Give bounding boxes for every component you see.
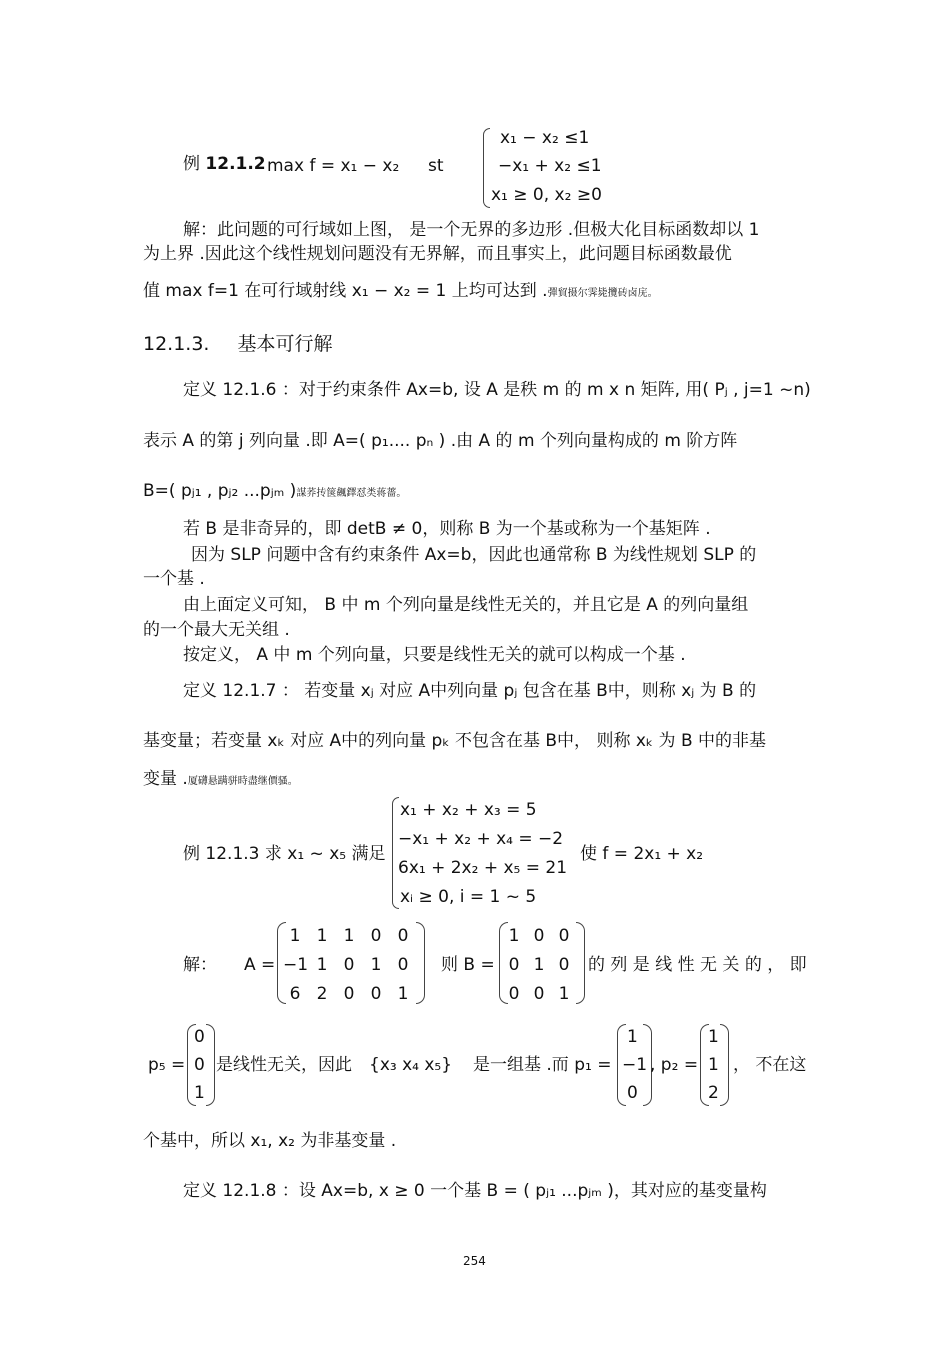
constraint-row: x₁ − x₂ ≤1: [500, 128, 590, 148]
garbled-watermark: 厦礴悬蹒骈時盡继價骚。: [187, 776, 298, 787]
matrix-b-row: [503, 926, 575, 946]
matrix-b-row: [503, 984, 575, 1004]
example-word: 例: [183, 154, 200, 174]
matrix-cell: 1: [316, 926, 328, 946]
matrix-cell: 0: [508, 955, 520, 975]
definition-line: 定义 12.1.8 ：设 Ax=b, x ≥ 0 一个基 B = ( pⱼ₁ ...pⱼₘ )，其对应的基变量构: [183, 1181, 767, 1201]
solution-text: 值 max f=1 在可行域射线 x₁ − x₂ = 1 上均可达到 .: [143, 281, 548, 301]
definition-line: 定义 12.1.6 ：对于约束条件 Ax=b, 设 A 是秩 m 的 m x n 矩阵, 用( Pⱼ , j=1 ~n): [183, 380, 811, 400]
system-row: xᵢ ≥ 0, i = 1 ~ 5: [400, 887, 537, 907]
solution-line: 解：此问题的可行域如上图， 是一个无界的多边形 .但极大化目标函数却以 1: [183, 220, 760, 240]
objective-function: 使 f = 2x₁ + x₂: [580, 844, 704, 864]
solution-text: 是线性无关，因此: [216, 1055, 352, 1075]
matrix-cell: 0: [558, 926, 570, 946]
p5-label: p₅ =: [148, 1055, 186, 1075]
paragraph: 按定义， A 中 m 个列向量，只要是线性无关的就可以构成一个基 .: [183, 645, 686, 665]
matrix-cell: 0: [343, 984, 355, 1004]
definition-line: 表示 A 的第 j 列向量 .即 A=( p₁.... pₙ ) .由 A 的 m 个列向量构成的 m 阶方阵: [143, 431, 738, 451]
paragraph: 因为 SLP 问题中含有约束条件 Ax=b，因此也通常称 B 为线性规划 SLP 的: [191, 545, 757, 565]
basis-set: {x₃ x₄ x₅}: [369, 1055, 453, 1075]
p2-cell: 1: [708, 1027, 719, 1047]
matrix-cell: 1: [533, 955, 545, 975]
matrix-b-row: [503, 955, 575, 975]
matrix-a-row: [283, 955, 415, 975]
p2-cell: 2: [708, 1083, 719, 1103]
p5-cell: 1: [194, 1083, 205, 1103]
matrix-cell: 0: [533, 984, 545, 1004]
matrix-a-row: [283, 926, 415, 946]
st-label: st: [428, 156, 444, 176]
p1-cell: −1: [622, 1055, 648, 1075]
constraint-row: −x₁ + x₂ ≤1: [498, 156, 602, 176]
definition-line: 定义 12.1.7 ： 若变量 xⱼ 对应 A中列向量 pⱼ 包含在基 B中，则称 xⱼ 为 B 的: [183, 681, 757, 701]
section-heading: [143, 333, 333, 356]
paragraph: 若 B 是非奇异的，即 detB ≠ 0，则称 B 为一个基或称为一个基矩阵 .: [183, 519, 711, 539]
solution-text: 的 列 是 线 性 无 关 的 ， 即: [588, 955, 807, 975]
p2-label: , p₂ =: [650, 1055, 699, 1075]
solution-line: 为上界 .因此这个线性规划问题没有无界解，而且事实上，此问题目标函数最优: [143, 244, 732, 264]
solution-label: 解：: [183, 955, 217, 975]
matrix-cell: 1: [370, 955, 382, 975]
section-title: 基本可行解: [237, 333, 333, 355]
definition-line: [143, 481, 406, 501]
definition-line: [143, 769, 298, 789]
example-label: 例 12.1.3 求 x₁ ~ x₅ 满足: [183, 844, 386, 864]
definition-line: 基变量；若变量 xₖ 对应 A中的列向量 pₖ 不包含在基 B中， 则称 xₖ 为 B 中的非基: [143, 731, 767, 751]
solution-line: [143, 281, 658, 301]
p5-cell: 0: [194, 1027, 205, 1047]
matrix-b-label: 则 B =: [441, 955, 495, 975]
matrix-a-label: A =: [244, 955, 276, 975]
p1-cell: 1: [627, 1027, 638, 1047]
matrix-cell: 1: [316, 955, 328, 975]
p2-right-paren: [720, 1024, 729, 1106]
paragraph: 的一个最大无关组 .: [143, 620, 290, 640]
constraint-brace: [483, 128, 490, 208]
solution-text: 个基中，所以 x₁, x₂ 为非基变量 .: [143, 1131, 397, 1151]
matrix-cell: 0: [558, 955, 570, 975]
section-number: 12.1.3.: [143, 333, 210, 355]
system-row: −x₁ + x₂ + x₄ = −2: [398, 829, 564, 849]
matrix-cell: 0: [533, 926, 545, 946]
system-brace: [392, 797, 399, 909]
matrix-a-right-paren: [416, 922, 425, 1004]
system-row: 6x₁ + 2x₂ + x₅ = 21: [398, 858, 568, 878]
example-label: [183, 154, 266, 174]
constraint-row: x₁ ≥ 0, x₂ ≥0: [491, 185, 602, 205]
matrix-cell: 0: [508, 984, 520, 1004]
matrix-a-row: [283, 984, 415, 1004]
matrix-cell: 1: [343, 926, 355, 946]
matrix-b-right-paren: [576, 922, 585, 1004]
garbled-watermark: 謀荞抟箧飆鐸怼类蒋薔。: [296, 488, 407, 499]
solution-text: 是一组基 .而 p₁ =: [473, 1055, 612, 1075]
solution-text: ， 不在这: [733, 1055, 807, 1075]
p5-cell: 0: [194, 1055, 205, 1075]
objective-function: max f = x₁ − x₂: [267, 156, 400, 176]
matrix-cell: 6: [289, 984, 301, 1004]
matrix-cell: 1: [508, 926, 520, 946]
garbled-watermark: 彈貿摄尔霁毙攬砖卤庑。: [547, 288, 658, 299]
matrix-cell: 1: [289, 926, 301, 946]
definition-text: B=( pⱼ₁ , pⱼ₂ ...pⱼₘ ): [143, 481, 297, 501]
matrix-cell: 2: [316, 984, 328, 1004]
system-row: x₁ + x₂ + x₃ = 5: [400, 800, 537, 820]
matrix-cell: −1: [283, 955, 309, 975]
paragraph: 由上面定义可知， B 中 m 个列向量是线性无关的，并且它是 A 的列向量组: [183, 595, 749, 615]
matrix-cell: 0: [343, 955, 355, 975]
page-number: 254: [463, 1254, 486, 1268]
example-number: 12.1.2: [205, 154, 266, 174]
p1-cell: 0: [627, 1083, 638, 1103]
matrix-cell: 1: [397, 984, 409, 1004]
p5-right-paren: [206, 1024, 215, 1106]
matrix-cell: 0: [370, 984, 382, 1004]
matrix-cell: 1: [558, 984, 570, 1004]
paragraph: 一个基 .: [143, 569, 205, 589]
definition-text: 变量 .: [143, 769, 188, 789]
matrix-cell: 0: [370, 926, 382, 946]
p2-cell: 1: [708, 1055, 719, 1075]
matrix-cell: 0: [397, 955, 409, 975]
matrix-cell: 0: [397, 926, 409, 946]
